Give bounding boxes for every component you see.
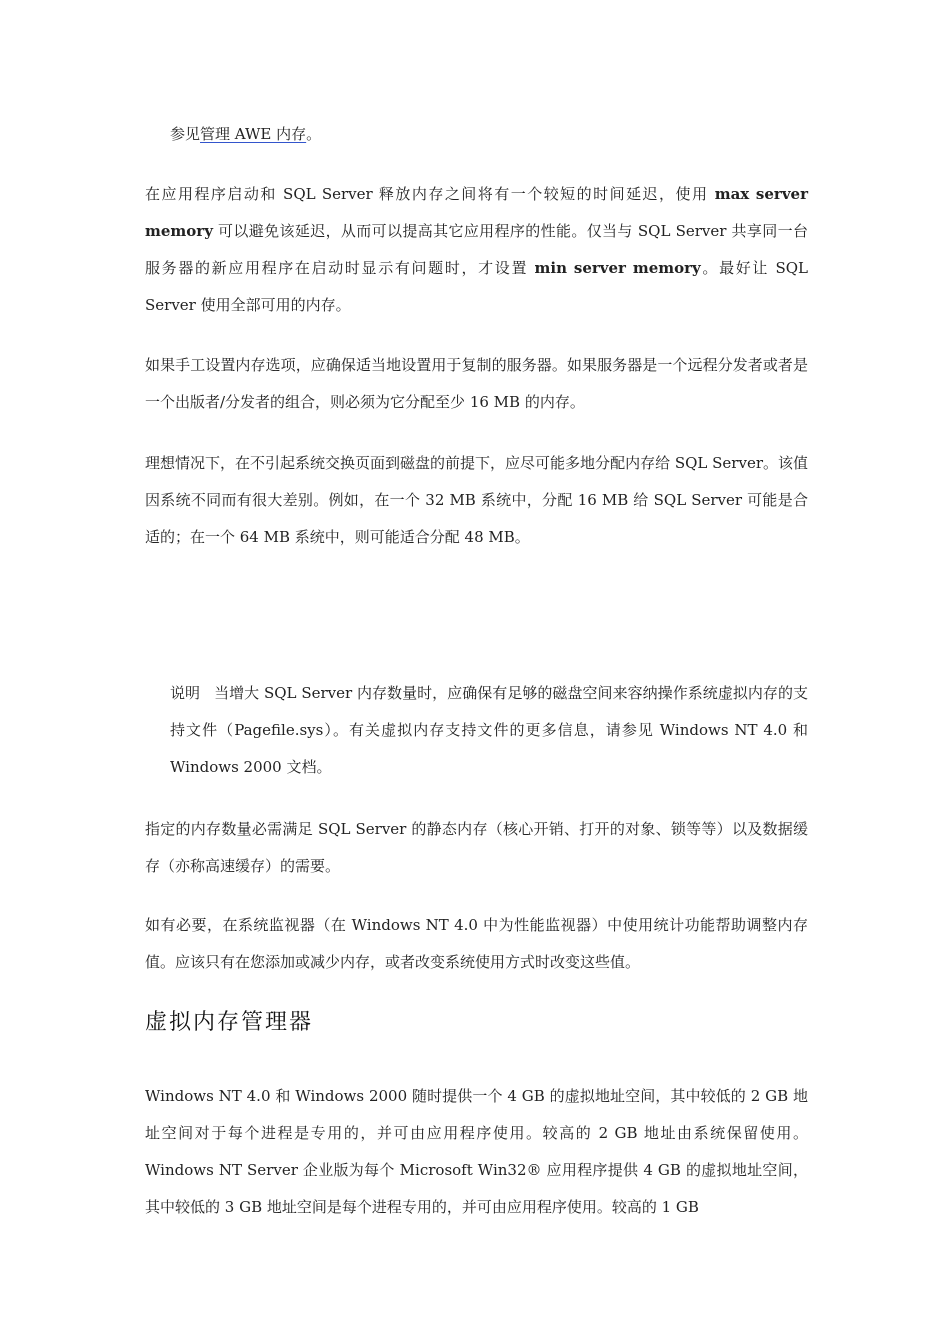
note-label: 说明	[170, 684, 201, 702]
min-server-memory-term: min server memory	[534, 259, 701, 277]
paragraph-max-server-memory	[145, 176, 808, 324]
paragraph1-text-part2: 可以避免该延迟，从而可以提高其它应用程序的性能。仅当与 SQL Server 共享同一台服务器的新应用程序在启动时显示有问题时，才设置	[145, 222, 808, 277]
paragraph-static-memory: 指定的内存数量必需满足 SQL Server 的静态内存（核心开销、打开的对象、锁等等）以及数据缓存（亦称高速缓存）的需要。	[145, 820, 808, 875]
see-also-prefix: 参见	[170, 125, 201, 143]
note-block	[170, 675, 808, 786]
see-also-suffix: 。	[306, 125, 322, 143]
manage-awe-memory-link[interactable]: 管理 AWE 内存	[200, 125, 307, 143]
see-also-line	[170, 116, 808, 153]
paragraph-virtual-address-space: Windows NT 4.0 和 Windows 2000 随时提供一个 4 GB 的虚拟地址空间，其中较低的 2 GB 地址空间对于每个进程是专用的，并可由应用程序使用。较高的 2 GB 地址由系统保留使用。Windows NT Server 企业版为每个 Microsoft Win32® 应用程序提供 4 GB 的虚拟地址空间，其中较低的 3 GB 地址空间是每个进程专用的，并可由应用程序使用。较高的 1 GB	[145, 1087, 808, 1216]
paragraph1-text-part3: 。最好让 SQL Server 使用全部可用的内存。	[145, 259, 808, 314]
paragraph-replication-memory: 如果手工设置内存选项，应确保适当地设置用于复制的服务器。如果服务器是一个远程分发者或者是一个出版者/分发者的组合，则必须为它分配至少 16 MB 的内存。	[145, 356, 808, 411]
paragraph-ideal-memory: 理想情况下，在不引起系统交换页面到磁盘的前提下，应尽可能多地分配内存给 SQL Server。该值因系统不同而有很大差别。例如，在一个 32 MB 系统中，分配 16 MB 给 SQL Server 可能是合适的；在一个 64 MB 系统中，则可能适合分配 48 MB。	[145, 454, 808, 546]
paragraph-system-monitor: 如有必要，在系统监视器（在 Windows NT 4.0 中为性能监视器）中使用统计功能帮助调整内存值。应该只有在您添加或减少内存，或者改变系统使用方式时改变这些值。	[145, 916, 808, 971]
max-server-memory-term: max server memory	[145, 185, 808, 240]
paragraph1-text-part1: 在应用程序启动和 SQL Server 释放内存之间将有一个较短的时间延迟，使用	[145, 185, 715, 203]
note-text: 当增大 SQL Server 内存数量时，应确保有足够的磁盘空间来容纳操作系统虚拟内存的支持文件（Pagefile.sys）。有关虚拟内存支持文件的更多信息，请参见 Windows NT 4.0 和 Windows 2000 文档。	[170, 684, 808, 776]
section-heading-virtual-memory-manager: 虚拟内存管理器	[145, 1010, 314, 1035]
